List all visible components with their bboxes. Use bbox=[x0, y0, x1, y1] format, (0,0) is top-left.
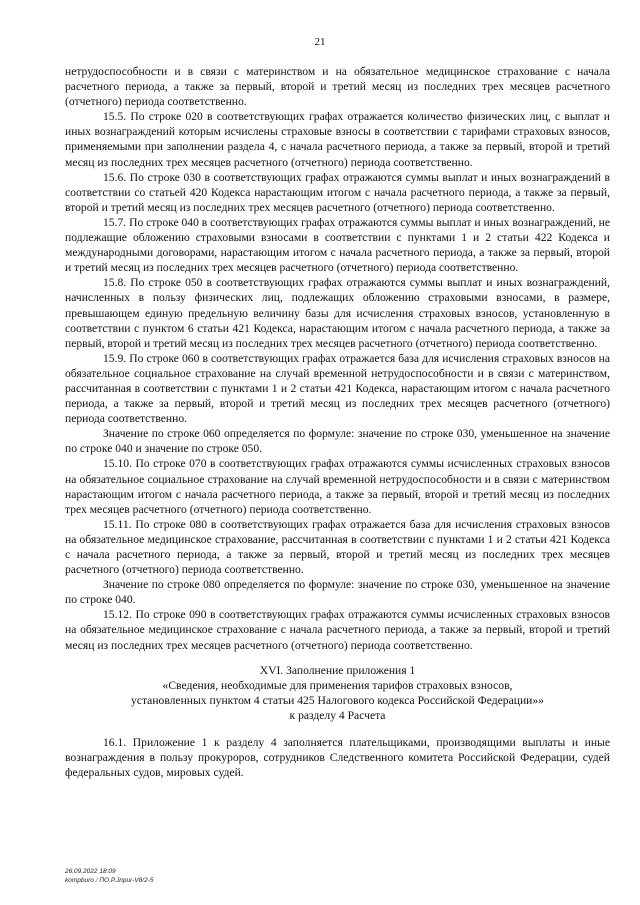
document-body bbox=[65, 64, 610, 780]
section-heading bbox=[65, 663, 610, 723]
paragraph-formula-060: Значение по строке 060 определяется по формуле: значение по строке 030, уменьшенное на значение по строке 040 и значение по строке 050. bbox=[65, 427, 610, 456]
section-subtitle-line2: установленных пунктом 4 статьи 425 Налогового кодекса Российской Федерации»» bbox=[131, 693, 544, 707]
paragraph-16-1: 16.1. Приложение 1 к разделу 4 заполняется плательщиками, производящими выплаты и иные вознаграждения в пользу прокуроров, сотрудников Следственного комитета Российской Федерации, судей федеральных судов, мировых судей. bbox=[65, 736, 610, 780]
paragraph-15-11: 15.11. По строке 080 в соответствующих графах отражается база для исчисления страховых взносов на обязательное медицинское страхование, рассчитанная в соответствии с пунктами 1 и 2 статьи 421 Кодекса с начала расчетного периода, а также за первый, второй и третий месяц из последних трех месяцев расчетного (отчетного) периода соответственно. bbox=[65, 517, 610, 577]
section-title: XVI. Заполнение приложения 1 bbox=[259, 663, 416, 677]
footer-source-line bbox=[65, 877, 154, 886]
paragraph-15-12: 15.12. По строке 090 в соответствующих графах отражаются суммы исчисленных страховых взносов на обязательное медицинское страхование с начала расчетного периода, а также за первый, второй и третий месяц из последних трех месяцев расчетного (отчетного) периода соответственно. bbox=[65, 608, 610, 652]
section-subtitle-line3: к разделу 4 Расчета bbox=[289, 708, 386, 722]
footer-timestamp: 26.09.2022 18:09 bbox=[65, 868, 116, 875]
footer-source: kompburo bbox=[65, 876, 94, 884]
paragraph-formula-080: Значение по строке 080 определяется по формуле: значение по строке 030, уменьшенное на значение по строке 040. bbox=[65, 578, 610, 607]
section-subtitle-line1: «Сведения, необходимые для применения тарифов страховых взносов, bbox=[162, 678, 513, 692]
paragraph-15-10: 15.10. По строке 070 в соответствующих графах отражаются суммы исчисленных страховых взносов на обязательное социальное страхование на случай временной нетрудоспособности и в связи с материнством нарастающим итогом с начала расчетного периода, а также за первый, второй и третий месяц из последних трех месяцев расчетного (отчетного) периода соответственно. bbox=[65, 457, 610, 516]
page-number: 21 bbox=[314, 36, 326, 48]
paragraph-15-5: 15.5. По строке 020 в соответствующих графах отражается количество физических лиц, с выплат и иных вознаграждений которым исчислены страховые взносы в соответствии с тарифами страховых взносов, применяемыми при заполнении раздела 4, с начала расчетного периода, а также за первый, второй и третий месяц из последних трех месяцев расчетного (отчетного) периода соответственно. bbox=[65, 110, 610, 169]
paragraph-continuation: нетрудоспособности и в связи с материнством и на обязательное медицинское страхование с начала расчетного периода, а также за первый, второй и третий месяц из последних трех месяцев расчетного (отчетного) периода соответственно. bbox=[65, 65, 610, 109]
footer-stamp bbox=[65, 868, 154, 885]
footer-separator: / bbox=[95, 876, 98, 884]
paragraph-15-7: 15.7. По строке 040 в соответствующих графах отражаются суммы выплат и иных вознаграждений, не подлежащие обложению страховыми взносами в соответствии с пунктами 1 и 2 статьи 422 Кодекса и международными договорами, нарастающим итогом с начала расчетного периода, а также за первый, второй и третий месяц из последних трех месяцев расчетного (отчетного) периода соответственно. bbox=[65, 215, 610, 275]
footer-path: ПО.Р.Jnpur-V8/2-5 bbox=[99, 876, 154, 884]
paragraph-15-8: 15.8. По строке 050 в соответствующих графах отражаются суммы выплат и иных вознаграждений, начисленных в пользу физических лиц, подлежащих обложению страховыми взносами, в размере, превышающем единую предельную величину базы для исчисления страховых взносов, установленную в соответствии с пунктом 6 статьи 421 Кодекса, нарастающим итогом с начала расчетного периода, а также за первый, второй и третий месяц из последних трех месяцев расчетного (отчетного) периода соответственно. bbox=[65, 276, 610, 350]
paragraph-15-9: 15.9. По строке 060 в соответствующих графах отражается база для исчисления страховых взносов на обязательное социальное страхование на случай временной нетрудоспособности и в связи с материнством, рассчитанная в соответствии с пунктами 1 и 2 статьи 421 Кодекса, нарастающим итогом с начала расчетного периода, а также за первый, второй и третий месяц из последних трех месяцев расчетного (отчетного) периода соответственно. bbox=[65, 351, 610, 426]
paragraph-15-6: 15.6. По строке 030 в соответствующих графах отражаются суммы выплат и иных вознаграждений в соответствии со статьей 420 Кодекса нарастающим итогом с начала расчетного периода, а также за первый, второй и третий месяц из последних трех месяцев расчетного (отчетного) периода соответственно. bbox=[65, 170, 610, 214]
